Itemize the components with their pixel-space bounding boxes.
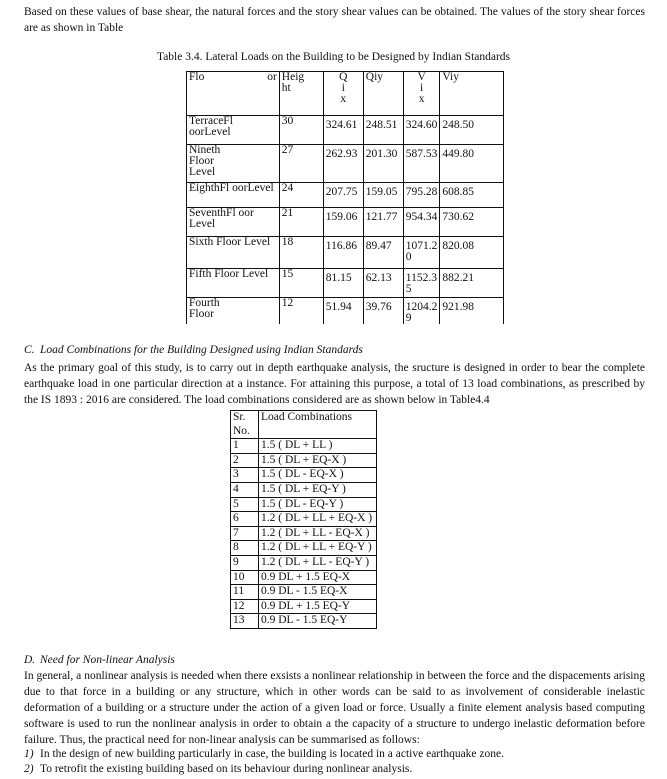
cell-qiy: 201.30 bbox=[363, 145, 403, 183]
cell-height: 21 bbox=[279, 208, 323, 237]
table-row bbox=[231, 497, 377, 512]
table-row bbox=[231, 512, 377, 527]
cell-combination: 1.2 ( DL + LL - EQ-Y ) bbox=[259, 555, 377, 570]
cell-qiy: 89.47 bbox=[363, 237, 403, 269]
cell-floor: SeventhFl oor Level bbox=[187, 208, 280, 237]
table-header-row bbox=[187, 72, 504, 116]
table-header-row bbox=[231, 411, 377, 439]
table-row bbox=[187, 116, 504, 145]
header-sr-no: Sr. No. bbox=[231, 411, 259, 439]
cell-height: 24 bbox=[279, 183, 323, 208]
cell-qiy: 39.76 bbox=[363, 298, 403, 325]
table-row bbox=[231, 585, 377, 600]
cell-viy: 882.21 bbox=[440, 269, 504, 298]
table-row bbox=[231, 541, 377, 556]
cell-combination: 0.9 DL - 1.5 EQ-Y bbox=[259, 614, 377, 629]
cell-qix: 81.15 bbox=[323, 269, 363, 298]
list-item-number: 2) bbox=[24, 763, 34, 775]
intro-paragraph: Based on these values of base shear, the natural forces and the story shear values can be obtained. The values of the story shear forces are as shown in Table bbox=[24, 6, 645, 34]
table-row bbox=[187, 145, 504, 183]
cell-floor: Nineth Floor Level bbox=[187, 145, 280, 183]
cell-sr-no: 9 bbox=[231, 555, 259, 570]
cell-viy: 608.85 bbox=[440, 183, 504, 208]
cell-height: 30 bbox=[279, 116, 323, 145]
section-d-paragraph: In general, a nonlinear analysis is needed when there exsists a nonlinear relationship in between the force and the dispacements arising due to that force in a building or any structure, which in other words can be said to as involvement of considerable inelastic deformation of a building or a structure under the action of a given load or force. Usually a finite element analysis based computing software is used to run the nonlinear analysis in order to obtain a the capacity of a structure to undergo inelastic deformation before failure. Thus, the practical need for non-linear analysis can be summarised as follows: bbox=[24, 670, 645, 746]
cell-sr-no: 4 bbox=[231, 482, 259, 497]
list-item bbox=[24, 746, 504, 762]
cell-combination: 0.9 DL + 1.5 EQ-Y bbox=[259, 599, 377, 614]
cell-combination: 1.5 ( DL - EQ-Y ) bbox=[259, 497, 377, 512]
cell-qix: 324.61 bbox=[323, 116, 363, 145]
cell-combination: 1.5 ( DL + EQ-X ) bbox=[259, 453, 377, 468]
cell-height: 27 bbox=[279, 145, 323, 183]
cell-qiy: 159.05 bbox=[363, 183, 403, 208]
table-row bbox=[231, 482, 377, 497]
cell-floor: TerraceFl oorLevel bbox=[187, 116, 280, 145]
cell-qix: 207.75 bbox=[323, 183, 363, 208]
cell-floor: Fifth Floor Level bbox=[187, 269, 280, 298]
section-c-label: C. bbox=[24, 344, 35, 356]
cell-combination: 1.5 ( DL + EQ-Y ) bbox=[259, 482, 377, 497]
cell-combination: 1.2 ( DL + LL + EQ-Y ) bbox=[259, 541, 377, 556]
cell-qix: 51.94 bbox=[323, 298, 363, 325]
cell-floor: EighthFl oorLevel bbox=[187, 183, 280, 208]
table-row bbox=[187, 237, 504, 269]
cell-floor: Fourth Floor bbox=[187, 298, 280, 325]
cell-qiy: 248.51 bbox=[363, 116, 403, 145]
cell-height: 12 bbox=[279, 298, 323, 325]
cell-sr-no: 3 bbox=[231, 468, 259, 483]
table-row bbox=[231, 468, 377, 483]
cell-sr-no: 2 bbox=[231, 453, 259, 468]
cell-qix: 116.86 bbox=[323, 237, 363, 269]
cell-floor: Sixth Floor Level bbox=[187, 237, 280, 269]
cell-viy: 820.08 bbox=[440, 237, 504, 269]
cell-vix: 1152.3 5 bbox=[403, 269, 440, 298]
table-row bbox=[231, 439, 377, 454]
cell-qiy: 62.13 bbox=[363, 269, 403, 298]
header-floor: Flo or bbox=[187, 72, 280, 116]
list-item-text: In the design of new building particularly in case, the building is located in a active earthquake zone. bbox=[40, 748, 504, 760]
cell-combination: 1.2 ( DL + LL - EQ-X ) bbox=[259, 526, 377, 541]
cell-vix: 324.60 bbox=[403, 116, 440, 145]
section-d-label: D. bbox=[24, 654, 36, 666]
list-item-text: To retrofit the existing building based on its behaviour during nonlinear analysis. bbox=[40, 763, 413, 775]
cell-sr-no: 8 bbox=[231, 541, 259, 556]
header-vix: V i x bbox=[403, 72, 440, 116]
cell-combination: 1.2 ( DL + LL + EQ-X ) bbox=[259, 512, 377, 527]
table-row bbox=[231, 599, 377, 614]
cell-sr-no: 11 bbox=[231, 585, 259, 600]
table-row bbox=[231, 555, 377, 570]
cell-height: 15 bbox=[279, 269, 323, 298]
cell-qix: 262.93 bbox=[323, 145, 363, 183]
header-viy: Viy bbox=[440, 72, 504, 116]
header-load-combinations: Load Combinations bbox=[259, 411, 377, 439]
cell-sr-no: 10 bbox=[231, 570, 259, 585]
list-item bbox=[24, 761, 412, 777]
table-row bbox=[231, 614, 377, 629]
cell-vix: 1071.2 0 bbox=[403, 237, 440, 269]
cell-qix: 159.06 bbox=[323, 208, 363, 237]
cell-combination: 0.9 DL - 1.5 EQ-X bbox=[259, 585, 377, 600]
cell-vix: 954.34 bbox=[403, 208, 440, 237]
header-qix: Q i x bbox=[323, 72, 363, 116]
cell-sr-no: 1 bbox=[231, 439, 259, 454]
cell-sr-no: 6 bbox=[231, 512, 259, 527]
header-qiy: Qiy bbox=[363, 72, 403, 116]
cell-vix: 795.28 bbox=[403, 183, 440, 208]
table-row bbox=[187, 298, 504, 325]
cell-sr-no: 7 bbox=[231, 526, 259, 541]
cell-sr-no: 12 bbox=[231, 599, 259, 614]
lateral-loads-table bbox=[186, 71, 504, 324]
table-row bbox=[187, 269, 504, 298]
section-c-heading bbox=[24, 344, 363, 356]
cell-combination: 1.5 ( DL - EQ-X ) bbox=[259, 468, 377, 483]
table-row bbox=[187, 208, 504, 237]
table1-caption: Table 3.4. Lateral Loads on the Building to be Designed by Indian Standards bbox=[156, 51, 511, 63]
cell-sr-no: 5 bbox=[231, 497, 259, 512]
section-c-paragraph: As the primary goal of this study, is to carry out in depth earthquake analysis, the sructure is designed in order to bear the complete earthquake load in one particular direction at a instance. For attaining this purpose, a total of 13 load combinations, as prescribed by the IS 1893 : 2016 are considered. The load combinations considered are as shown below in Table4.4 bbox=[24, 362, 645, 406]
table-row bbox=[231, 453, 377, 468]
cell-height: 18 bbox=[279, 237, 323, 269]
list-item-number: 1) bbox=[24, 748, 34, 760]
cell-vix: 587.53 bbox=[403, 145, 440, 183]
table-row bbox=[231, 570, 377, 585]
cell-viy: 730.62 bbox=[440, 208, 504, 237]
table-row bbox=[187, 183, 504, 208]
section-c-title: Load Combinations for the Building Designed using Indian Standards bbox=[40, 344, 363, 356]
section-d-title: Need for Non-linear Analysis bbox=[40, 654, 175, 666]
cell-qiy: 121.77 bbox=[363, 208, 403, 237]
cell-combination: 1.5 ( DL + LL ) bbox=[259, 439, 377, 454]
cell-sr-no: 13 bbox=[231, 614, 259, 629]
cell-viy: 248.50 bbox=[440, 116, 504, 145]
cell-viy: 921.98 bbox=[440, 298, 504, 325]
cell-vix: 1204.2 9 bbox=[403, 298, 440, 325]
table-row bbox=[231, 526, 377, 541]
cell-viy: 449.80 bbox=[440, 145, 504, 183]
cell-combination: 0.9 DL + 1.5 EQ-X bbox=[259, 570, 377, 585]
section-d-heading bbox=[24, 654, 175, 666]
load-combinations-table bbox=[230, 410, 377, 629]
header-height: Heig ht bbox=[279, 72, 323, 116]
